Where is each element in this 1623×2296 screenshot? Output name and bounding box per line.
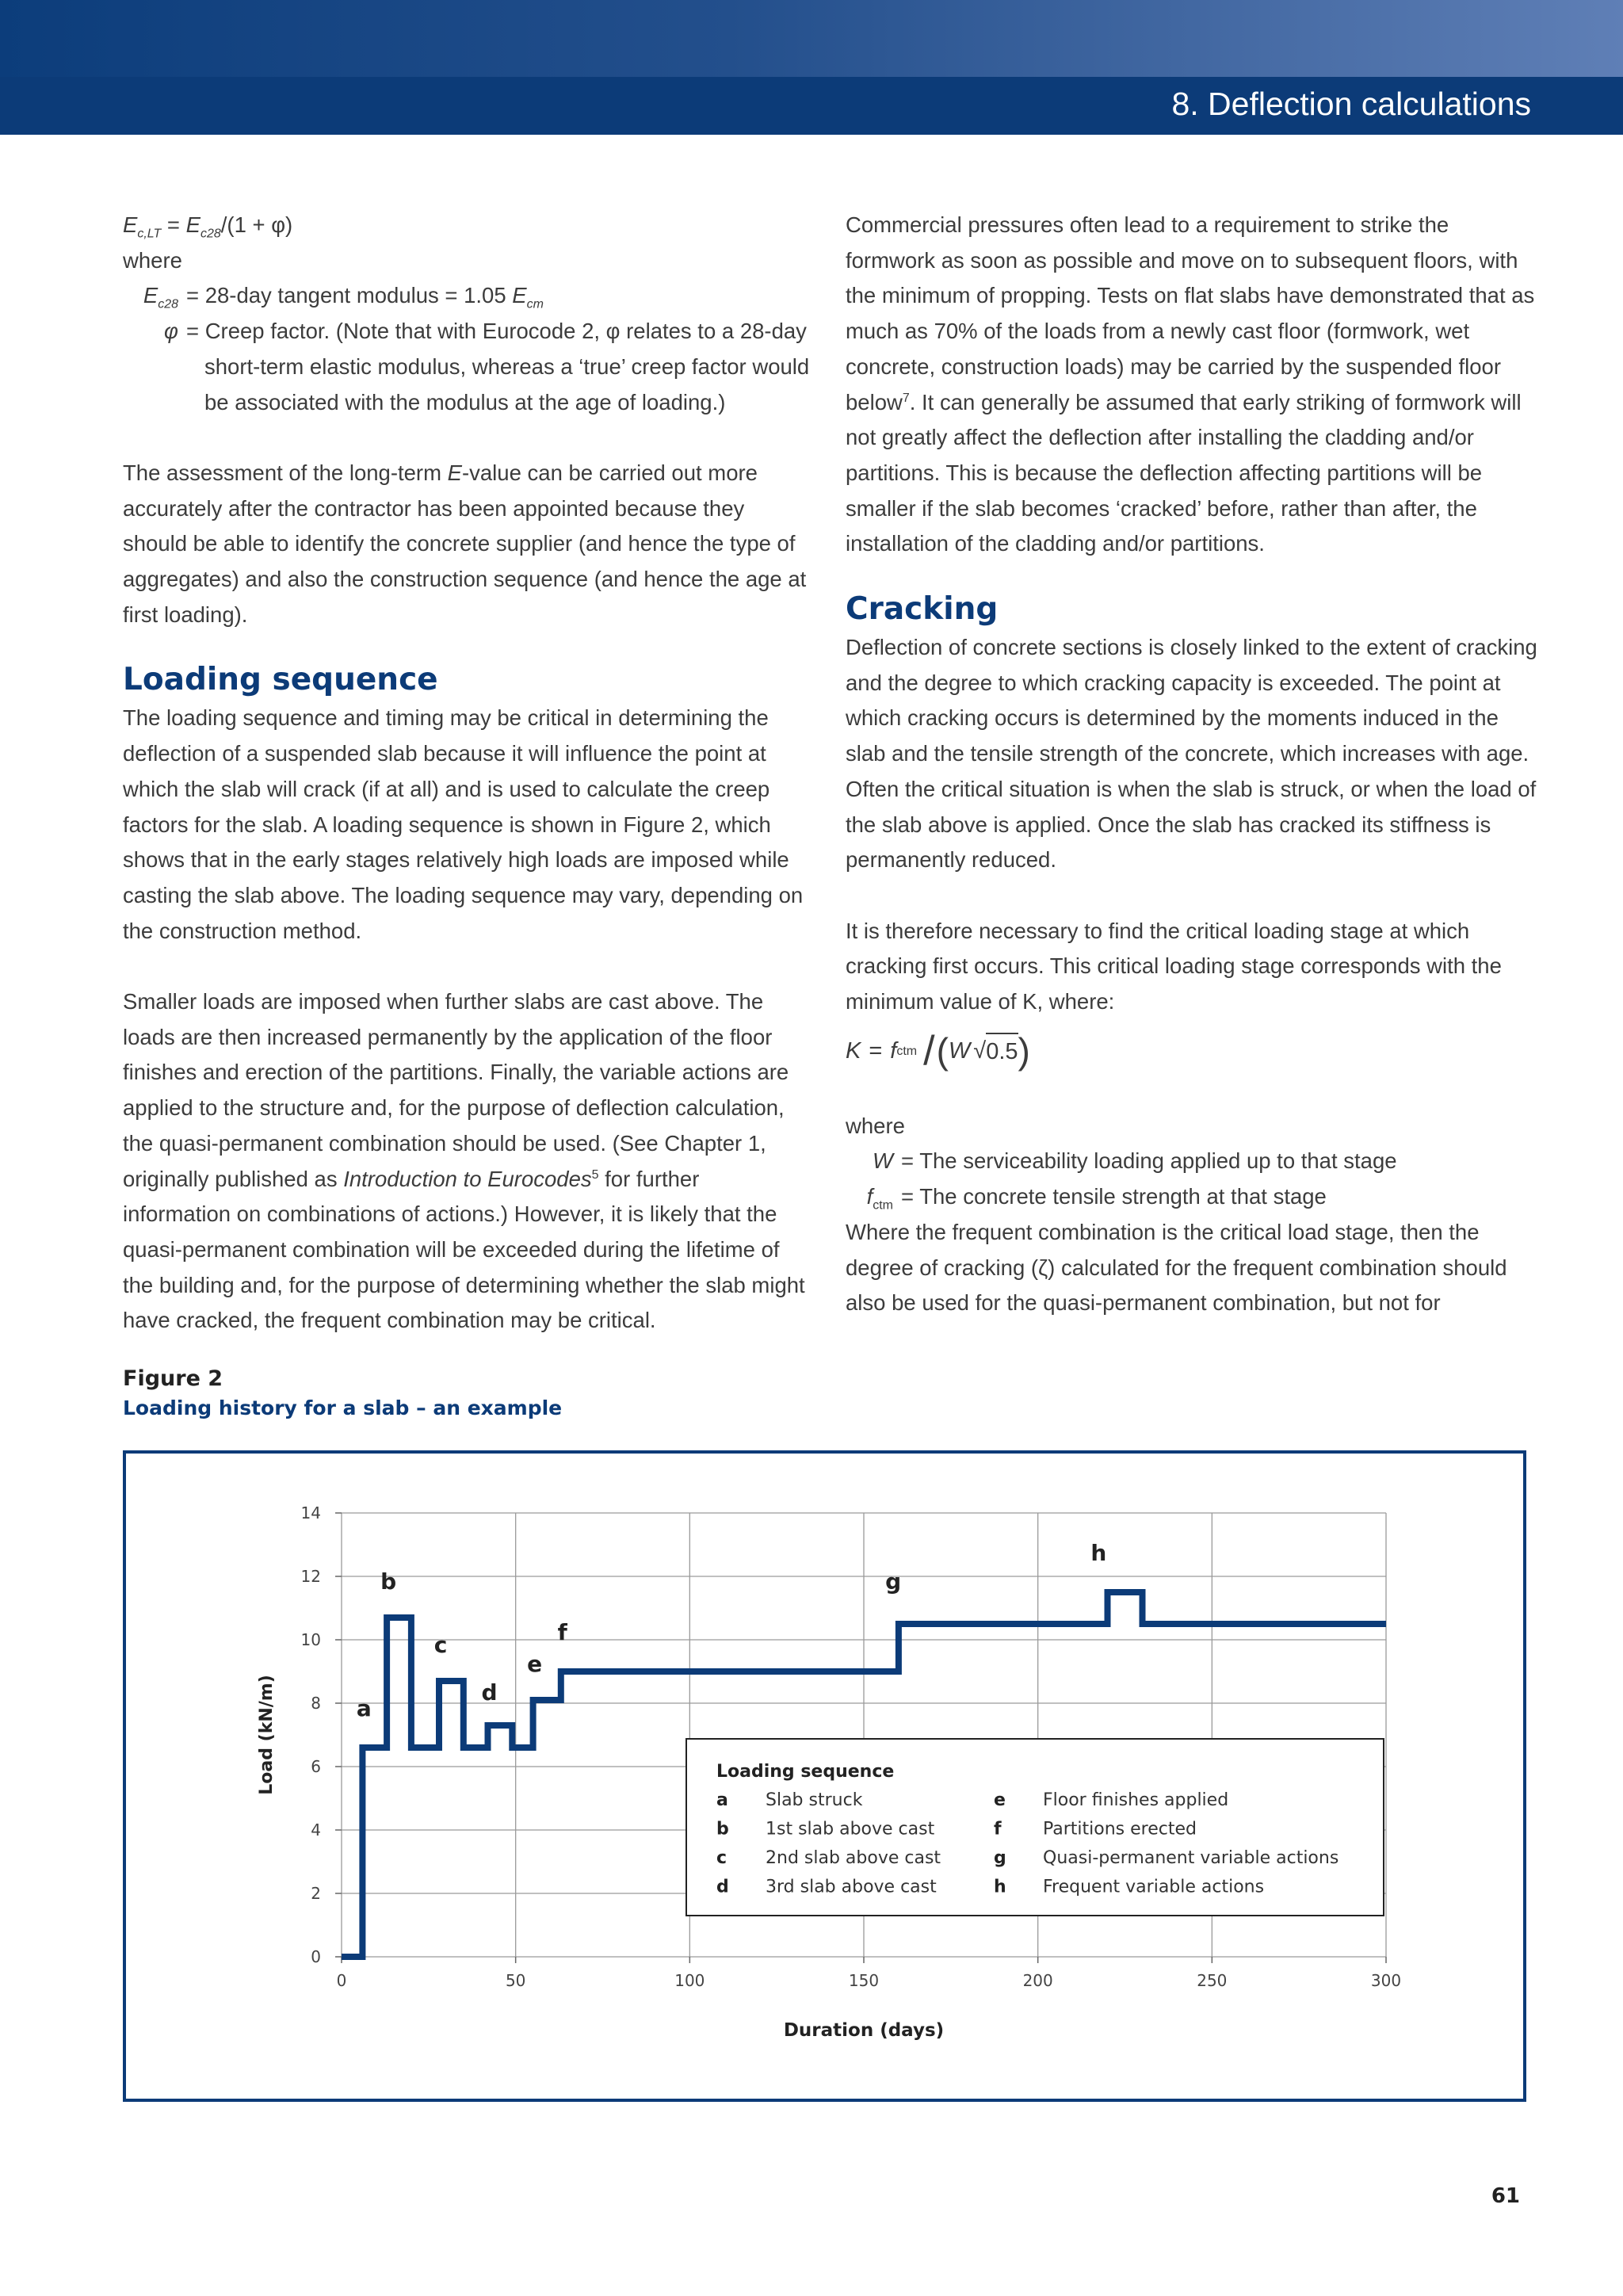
formula-lhs: E (123, 212, 138, 237)
annotation-c: c (433, 1632, 448, 1658)
annotation-h: h (1090, 1540, 1107, 1566)
y-tick-label: 6 (311, 1757, 321, 1776)
legend-label-h: Frequent variable actions (1043, 1877, 1265, 1897)
x-tick-label: 250 (1197, 1971, 1228, 1990)
def-phi-symbol: φ (164, 319, 178, 344)
annotation-b: b (380, 1568, 397, 1595)
formula-lhs-sub: c,LT (137, 227, 162, 241)
definition-ec28 (123, 278, 812, 314)
paragraph-cracking: Deflection of concrete sections is closely linked to the extent of cracking and the degree to which cracking capacity is exceeded. The point at which cracking occurs is determined by the moments induced in the slab and the tensile strength of the concrete, which increases with age. Often the critical situation is when the slab is struck, or when the load of the slab above is applied. Once the slab has cracked its stiffness is permanently reduced. (846, 635, 1537, 873)
chart-frame (123, 1450, 1526, 2102)
paragraph-critical-stage: It is therefore necessary to find the critical loading stage at which cracking first occurs. This critical loading stage corresponds with the minimum value of K, where: (846, 918, 1502, 1014)
footnote-ref: 7 (902, 391, 910, 405)
definition-w: W = The serviceability loading applied up to that stage (873, 1148, 1397, 1174)
heading-loading-sequence: Loading sequence (123, 662, 438, 698)
def-symbol: E (143, 283, 158, 308)
y-tick-label: 8 (311, 1694, 321, 1713)
chart-legend (686, 1739, 1384, 1916)
formula-k: K = f ctm / ( W √ 0.5 ) (846, 1028, 1030, 1075)
legend-title: Loading sequence (716, 1762, 895, 1782)
chapter-title: 8. Deflection calculations (1171, 86, 1531, 122)
legend-key-g: g (994, 1848, 1006, 1868)
legend-key-e: e (994, 1790, 1006, 1810)
where-label: where (123, 247, 182, 273)
y-tick-label: 12 (300, 1567, 321, 1586)
def-phi-line3: be associated with the modulus at the age of loading.) (204, 389, 726, 415)
definition-fctm: $f_{ctm}$ = The concrete tensile strength at that stage (866, 1184, 1327, 1213)
left-column (123, 208, 812, 1339)
y-tick-label: 0 (311, 1947, 321, 1966)
y-tick-label: 4 (311, 1820, 321, 1839)
annotation-g: g (885, 1568, 902, 1595)
legend-label-c: 2nd slab above cast (766, 1848, 941, 1868)
legend-label-b: 1st slab above cast (766, 1819, 935, 1839)
def-tail-sub: cm (526, 297, 544, 311)
footnote-ref: 5 (591, 1167, 599, 1182)
legend-key-b: b (716, 1819, 729, 1839)
legend-key-d: d (716, 1877, 729, 1897)
right-column (846, 208, 1543, 1321)
legend-label-d: 3rd slab above cast (766, 1877, 937, 1897)
definition-phi (123, 314, 812, 350)
annotation-e: e (527, 1651, 543, 1677)
where-label-2: where (846, 1113, 905, 1138)
def-tail: E (512, 283, 527, 308)
legend-label-g: Quasi-permanent variable actions (1043, 1848, 1339, 1868)
legend-label-a: Slab struck (766, 1790, 863, 1810)
x-tick-label: 300 (1370, 1971, 1402, 1990)
legend-key-h: h (994, 1877, 1006, 1897)
formula-rest: /(1 + φ) (220, 212, 293, 237)
legend-label-f: Partitions erected (1043, 1819, 1197, 1839)
x-axis-label: Duration (days) (783, 2020, 945, 2041)
x-tick-label: 200 (1022, 1971, 1053, 1990)
def-phi-line1: = Creep factor. (Note that with Eurocode 2, φ relates to a 28-day (186, 319, 807, 344)
paragraph-smaller-loads: Smaller loads are imposed when further slabs are cast above. The loads are then increased permanently by the application of the floor finishes and erection of the partitions. Finally, the variable actions are applied to the structure and, for the purpose of deflection calculation, the quasi-permanent combination should be used. (See Chapter 1, originally published as Introduction to Eurocodes$^5$ for further information on combinations of actions.) However, it is likely that the quasi-permanent combination will be exceeded during the lifetime of the building and, for the purpose of determining whether the slab might have cracked, the frequent combination may be critical. (123, 989, 805, 1333)
def-phi-line2: short-term elastic modulus, whereas a ‘true’ creep factor would (204, 353, 810, 379)
formula-rhs-sub: c28 (200, 227, 221, 241)
formula-eq: = (161, 212, 186, 237)
y-axis-label: Load (kN/m) (257, 1675, 277, 1795)
figure-caption: Loading history for a slab – an example (123, 1396, 563, 1419)
loading-history-chart (126, 1454, 1523, 2099)
annotation-f: f (557, 1619, 567, 1645)
paragraph-loading-sequence: The loading sequence and timing may be critical in determining the deflection of a suspended slab because it will influence the point at which the slab will crack (if at all) and is used to calculate the creep factors for the slab. A loading sequence is shown in Figure 2, which shows that in the early stages relatively high loads are imposed while casting the slab above. The loading sequence may vary, depending on the construction method. (123, 705, 804, 943)
y-tick-label: 14 (300, 1503, 321, 1522)
figure-label: Figure 2 (123, 1366, 223, 1391)
y-tick-label: 10 (300, 1630, 321, 1649)
paragraph-frequent: Where the frequent combination is the critical load stage, then the degree of cracking (ζ) calculated for the frequent combination should also be used for the quasi-permanent combination, but not for (846, 1219, 1507, 1316)
x-tick-label: 150 (848, 1971, 880, 1990)
x-tick-label: 0 (336, 1971, 347, 1990)
def-symbol-sub: c28 (158, 297, 178, 311)
legend-key-c: c (716, 1848, 727, 1868)
heading-cracking: Cracking (846, 591, 999, 628)
annotation-d: d (481, 1679, 498, 1706)
paragraph-commercial: Commercial pressures often lead to a requirement to strike the formwork as soon as possible and move on to subsequent floors, with the minimum of propping. Tests on flat slabs have demonstrated that as much as 70% of the loads from a newly cast floor (formwork, wet concrete, construction loads) may be carried by the suspended floor below$^7$. It can generally be assumed that early striking of formwork will not greatly affect the deflection after installing the cladding and/or partitions. This is because the deflection affecting partitions will be smaller if the slab becomes ‘cracked’ before, rather than after, the installation of the cladding and/or partitions. (846, 212, 1535, 556)
header-banner (0, 0, 1623, 135)
x-tick-label: 100 (674, 1971, 705, 1990)
formula-ec-lt (123, 208, 812, 243)
legend-label-e: Floor finishes applied (1043, 1790, 1229, 1810)
y-tick-label: 2 (311, 1884, 321, 1903)
x-tick-label: 50 (505, 1971, 526, 1990)
legend-key-a: a (716, 1790, 728, 1810)
legend-key-f: f (994, 1819, 1002, 1839)
formula-rhs: E (185, 212, 200, 237)
annotation-a: a (356, 1695, 372, 1721)
def-text: = 28-day tangent modulus = 1.05 (186, 283, 513, 308)
paragraph-long-term-e: The assessment of the long-term E-value can be carried out more accurately after the contractor has been appointed because they should be able to identify the concrete supplier (and hence the type of aggregates) and also the construction sequence (and hence the age at first loading). (123, 460, 807, 627)
page-number: 61 (1491, 2184, 1520, 2208)
